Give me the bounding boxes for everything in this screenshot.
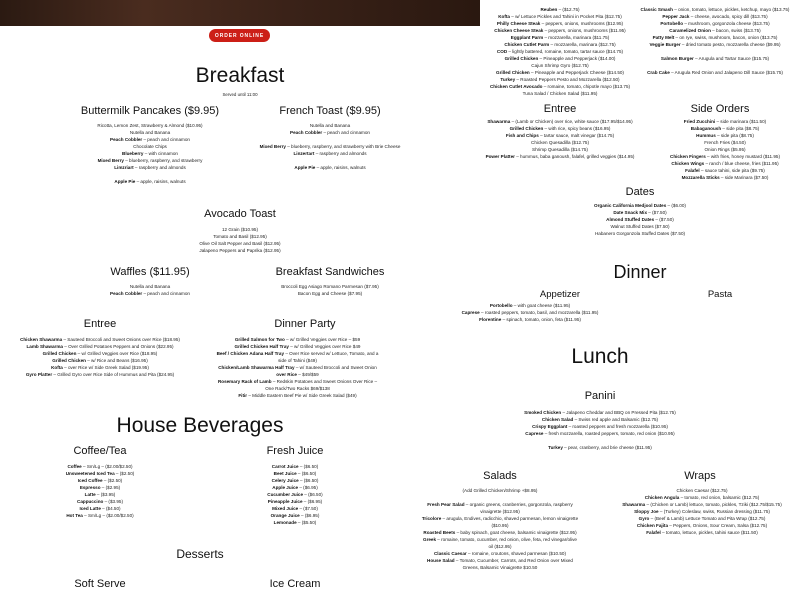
served-until-note: Served until 11:00 — [222, 92, 258, 97]
menu-line: Espresso – ($2.95) — [79, 485, 121, 490]
menu-line: Classic Caesar – romaine, croutons, shaved parmesan ($10.50) — [433, 551, 567, 556]
menu-line: Walnut Stuffed Dates ($7.50) — [610, 224, 670, 229]
menu-line: Nutella and Banana — [129, 130, 171, 135]
menu-line: vinaigrette ($12.95) — [480, 509, 520, 514]
menu-line: Chicken Wings – ranch / blue cheese, fries ($11.95) — [671, 161, 779, 166]
menu-line: Sloppy Joe – (Turkey) Coleslaw, swiss, Russian dressing ($11.75) — [634, 509, 770, 514]
menu-line — [620, 62, 800, 69]
menu-line: Patty Melt – on rye, swiss, mushroom, bacon, onion ($13.75) — [652, 35, 778, 40]
menu-line: Chicken Fingers – with fries, honey mustard ($11.95) — [670, 154, 780, 159]
heading-buttermilk-pancakes: Buttermilk Pancakes ($9.95) — [80, 105, 220, 117]
menu-line: Kofta – w/ Lettuce Pickles and Tahini in Pocket Pita ($12.75) — [498, 14, 622, 19]
section-title-house-beverages: House Beverages — [116, 414, 284, 437]
menu-line: Florentine – spinach, tomato, onion, feta ($11.95) — [479, 317, 581, 322]
menu-line: Almond Stuffed Dates – ($7.50) — [606, 217, 674, 222]
menu-line: Fish and Chips – tartar sauce, malt vinegar ($14.75) — [505, 133, 615, 138]
entree-mid-items — [475, 118, 645, 160]
entree-left-items — [5, 336, 195, 378]
hero-banner-image — [0, 0, 480, 26]
menu-line: Rosemary Rack of Lamb – Redskin Potatoes and Sweet Onions Over Rice – — [217, 379, 378, 384]
heading-ice-cream: Ice Cream — [269, 578, 321, 590]
menu-line: Bacon Egg and Cheese ($7.95) — [297, 291, 363, 296]
menu-line: Iced Latte – ($4.50) — [79, 506, 121, 511]
menu-line: Crispy Eggplant – roasted peppers and fresh mozzarella ($10.95) — [532, 424, 668, 429]
menu-line: Gyro Platter – Grilled Gyro over Rice Side of Hummus and Pita ($24.95) — [25, 372, 175, 377]
menu-line: Chicken Cutlet Avocado – romaine, tomato, chipotle mayo ($13.75) — [489, 84, 631, 89]
heading-wraps: Wraps — [684, 470, 716, 482]
menu-line: One Rack/Two Racks $69/$138 — [265, 386, 330, 391]
menu-line: Babaganoush – side pita ($8.75) — [690, 126, 760, 131]
heading-dates: Dates — [625, 186, 655, 198]
heading-appetizer: Appetizer — [539, 289, 581, 300]
menu-line: Tuna Salad / Chicken Salad ($11.95) — [522, 91, 598, 96]
heading-salads: Salads — [483, 470, 517, 482]
menu-line: Classic Smash – onion, tomato, lettuce, pickles, ketchup, mayo ($13.75) — [640, 7, 790, 12]
menu-line: Nutella and Banana — [129, 284, 171, 289]
menu-line: Beef / Chicken Adana Half Tray – Over Rice served w/ Lettuce, Tomato, and a — [216, 351, 379, 356]
menu-line: Tricolore – arugula, Endives, radicchio, shaved parmesan, lemon vinaigrette — [421, 516, 579, 521]
menu-line: Shawarma – (Lamb or Chicken) over rice, white sauce ($17.95/$14.95) — [487, 119, 633, 124]
menu-line: Eggplant Parm – mozzarella, marinara ($11.75) — [510, 35, 610, 40]
dates-items — [580, 202, 700, 237]
menu-line: Habanero Gorgonzola Stuffed Dates ($7.50) — [594, 231, 686, 236]
menu-line: Falafel – tomato, lettuce, pickles, tahini sauce ($11.50) — [646, 530, 758, 535]
breakfast-sandwiches-items — [255, 283, 405, 297]
menu-line: Peach Cobbler – peach and cinnamon — [110, 137, 190, 142]
heading-waffles: Waffles ($11.95) — [110, 266, 190, 278]
menu-line: Turkey – pear, cranberry, and brie cheese ($11.95) — [548, 445, 652, 450]
menu-line: Ricotta, Lemon Zest, Strawberry & Almond ($10.95) — [97, 123, 203, 128]
menu-line: Iced Coffee – ($2.50) — [77, 478, 123, 483]
menu-line: Apple Pie – apple, raisins, walnuts — [114, 179, 186, 184]
menu-line: Kofta – over Rice w/ Side Greek Salad ($19.95) — [51, 365, 149, 370]
heading-soft-serve: Soft Serve — [74, 578, 126, 590]
menu-line: Mixed Berry – blueberry, raspberry, and strawberry — [97, 158, 203, 163]
french-toast-items — [240, 122, 420, 171]
menu-line: Grilled Chicken Half Tray – w/ Grilled Veggies over Rice $49 — [234, 344, 361, 349]
menu-line: side of Tahini ($49) — [278, 358, 317, 363]
menu-line: Caprese – fresh mozzarella, roasted peppers, tomato, red onion ($10.95) — [525, 431, 675, 436]
order-online-button[interactable]: ORDER ONLINE — [209, 29, 270, 42]
menu-line: Greek – romaine, tomato, cucumber, red onion, olive, feta, red vinegar/olive — [423, 537, 577, 542]
menu-line: Lemonade – ($5.50) — [273, 520, 317, 525]
menu-line: Chicken Shawarma – Sauteed Broccoli and Sweet Onions over Rice ($18.95) — [20, 337, 180, 342]
menu-line: Limzriart – raspberry and almonds — [114, 165, 186, 170]
menu-line: Grilled Salmon for Two – w/ Grilled Veggies over Rice – $59 — [234, 337, 361, 342]
menu-line: Grilled Chicken – Pineapple and Pepperjack Cheese ($14.50) — [496, 70, 624, 75]
menu-line: House Salad – Tomato, Cucumber, Carrots, and Red Onion over Mixed — [427, 558, 573, 563]
menu-line: Caprese – roasted peppers, tomato, basil, and mozzarella ($11.95) — [461, 310, 599, 315]
menu-line: Grilled Chicken – w/ Rice and Beans ($16.95) — [52, 358, 148, 363]
menu-line: Chicken/Lamb Shawarma Half Tray – w/ Sauteed Broccoli and Sweet Onion — [218, 365, 377, 370]
menu-line: Grilled Chicken – w/ Grilled Veggies over Rice ($18.95) — [42, 351, 158, 356]
menu-line: Pineapple Juice – ($6.95) — [267, 499, 323, 504]
menu-line: Orange Juice – ($6.95) — [270, 513, 320, 518]
menu-line: Chocolate Chips — [133, 144, 167, 149]
section-title-dinner: Dinner — [613, 262, 667, 282]
menu-line: Hot Tea – Sm/Lg – ($2.00/$2.50) — [66, 513, 134, 518]
menu-line: ($10.95) — [491, 523, 509, 528]
menu-line: Fresh Pear Salad – organic greens, cranberries, gorgonzola, raspberry — [427, 502, 573, 507]
menu-line: Mixed Juice – ($7.50) — [272, 506, 318, 511]
menu-line: Smoked Chicken – Jalapeno Cheddar and BBQ on Pressed Pita ($12.75) — [524, 410, 676, 415]
menu-line: Greens, Balsamic Vinaigrette $10.50 — [462, 565, 538, 570]
menu-line: Onion Rings ($5.95) — [704, 147, 746, 152]
menu-line: Date Snack Mix – ($7.50) — [613, 210, 667, 215]
menu-line: Blueberry – with cinnamon — [122, 151, 178, 156]
heading-breakfast-sandwiches: Breakfast Sandwiches — [275, 266, 385, 278]
menu-line — [410, 494, 590, 501]
dinner-party-items — [200, 336, 395, 399]
menu-line: Beet Juice – ($6.50) — [273, 471, 317, 476]
menu-line: Shrimp Quesadilla ($14.75) — [532, 147, 588, 152]
menu-line: oil ($12.95) — [488, 544, 512, 549]
heading-fresh-juice: Fresh Juice — [266, 445, 324, 457]
menu-line: Cappuccino – ($3.95) — [77, 499, 123, 504]
heading-dinner-party: Dinner Party — [274, 318, 336, 330]
menu-line: Chicken Cheese Steak – peppers, onions, mushrooms ($11.95) — [494, 28, 626, 33]
menu-line: Fitir – Middle Eastern Beef Pie w/ Side Greek Salad ($49) — [238, 393, 357, 398]
menu-line: Gyro – (Beef & Lamb) Lettuce Tomato and Pita Wrap ($12.75) — [638, 516, 766, 521]
section-title-breakfast: Breakfast — [195, 64, 285, 87]
menu-line: Chicken Cutlet Parm – mozzarella, marinara ($12.75) — [504, 42, 616, 47]
menu-line: Portobello – with goat cheese ($11.95) — [489, 303, 571, 308]
buttermilk-items — [60, 122, 240, 185]
avocado-toast-items — [170, 226, 310, 254]
menu-line: Unsweetened Iced Tea – ($2.50) — [65, 471, 135, 476]
menu-line: Peach Cobbler – peach and cinnamon — [110, 291, 190, 296]
menu-line: Chicken Caesar ($12.75) — [676, 488, 728, 493]
heading-entree-mid: Entree — [543, 103, 577, 115]
menu-line: Pepper Jack – cheese, avocado, spicy dill ($13.75) — [662, 14, 768, 19]
menu-line: Fried Zucchini – side marinara ($11.50) — [683, 119, 767, 124]
menu-line: Nutella and Banana — [309, 123, 351, 128]
menu-line: Power Platter – hummus, baba ganoush, falafel, grilled veggies ($14.95) — [485, 154, 635, 159]
menu-line: Jalapeno Peppers and Paprika ($12.95) — [199, 248, 281, 253]
menu-line — [60, 171, 240, 178]
menu-line — [240, 136, 420, 143]
coffee-tea-items — [45, 463, 155, 519]
menu-line: Caramelized Onion – bacon, swiss ($13.75) — [669, 28, 761, 33]
wraps-items — [612, 487, 792, 536]
menu-line: Portobello – mushroom, gorgonzola cheese ($13.75) — [660, 21, 770, 26]
menu-line: Organic California Medjool Dates – ($6.00) — [594, 203, 686, 208]
menu-line: Broccoli Egg Asiago Romano Parmesan ($7.95) — [281, 284, 379, 289]
menu-line: Mixed Berry – blueberry, raspberry, and strawberry with Brie Cheese — [259, 144, 401, 149]
menu-line: Philly Cheese Steak – peppers, onions, mushrooms ($12.95) — [496, 21, 624, 26]
menu-line: Falafel – sauce tahini, side pita ($9.75) — [685, 168, 765, 173]
menu-line: Lamb Shawarma – Over Grilled Potatoes Peppers and Onions ($22.95) — [26, 344, 174, 349]
menu-line: Crab Cake – Arugula Red Onion and Jalapeno Dill Sauce ($15.75) — [647, 70, 783, 75]
menu-line: Roasted Beets – baby spinach, goat cheese, balsamic vinaigrette ($12.95) — [423, 530, 577, 535]
appetizer-items — [415, 302, 645, 323]
menu-line: over Rice – $49/$59 — [276, 372, 319, 377]
menu-line: Apple Pie – apple, raisins, walnuts — [294, 165, 366, 170]
fresh-juice-items — [245, 463, 345, 526]
menu-line: French Fries ($4.50) — [704, 140, 746, 145]
menu-line: Turkey – Roasted Peppers Pesto and Mozzarella ($12.50) — [500, 77, 620, 82]
menu-line: Tomato and Basil ($12.95) — [213, 234, 267, 239]
menu-line: Latte – ($3.95) — [84, 492, 116, 497]
menu-line: Olive Oil Salt Pepper and Basil ($12.95) — [199, 241, 281, 246]
side-orders-items — [660, 118, 790, 181]
heading-avocado-toast: Avocado Toast — [204, 208, 276, 220]
menu-line: Grilled Chicken – with rice, spicy beans ($16.95) — [509, 126, 611, 131]
menu-line: Coffee – Sm/Lg – ($2.00/$2.50) — [67, 464, 133, 469]
heading-side-orders: Side Orders — [690, 103, 750, 115]
menu-line: Linzertart – raspberry and almonds — [293, 151, 367, 156]
menu-line: Chicken Fajita – Peppers, Onions, Sour Cream, Salsa ($12.75) — [636, 523, 768, 528]
panini-items — [500, 409, 700, 451]
section-title-lunch: Lunch — [571, 345, 629, 368]
heading-french-toast: French Toast ($9.95) — [279, 105, 381, 117]
heading-panini: Panini — [584, 390, 616, 402]
menu-line: Mozzarella Sticks – side Marinara ($7.50) — [681, 175, 769, 180]
menu-line: Veggie Burger – dried tomato pesto, mozzarella cheese ($9.95) — [649, 42, 781, 47]
menu-line: Reuben – ($12.75) — [540, 7, 580, 12]
menu-line: Apple Juice – ($6.95) — [272, 485, 318, 490]
menu-line: Celery Juice – ($6.50) — [271, 478, 319, 483]
menu-line — [240, 157, 420, 164]
menu-line: (Add Grilled Chicken/Shrimp +$8.95) — [462, 488, 538, 493]
menu-line: Shawarma – (Chicken or Lamb) lettuce, tomato, pickles, Tziki ($12.75/$15.75) — [622, 502, 782, 507]
menu-line: 12 Grain ($10.95) — [221, 227, 258, 232]
menu-line: COD – lightly battered, romaine, tomato, tartar sauce ($14.75) — [496, 49, 624, 54]
menu-line: Chicken Quesadilla ($12.75) — [531, 140, 589, 145]
menu-line — [500, 437, 700, 444]
heading-entree-left: Entree — [83, 318, 117, 330]
menu-line: Hummus – side pita ($8.75) — [696, 133, 754, 138]
menu-line: Chicken Salad – Swiss red apple and Balsamic ($12.75) — [541, 417, 659, 422]
section-title-desserts: Desserts — [176, 547, 224, 561]
menu-line: Cajun Shrimp Gyro ($12.75) — [531, 63, 589, 68]
menu-line: Cucumber Juice – ($6.50) — [267, 492, 323, 497]
waffles-items — [80, 283, 220, 297]
burger-list-top — [620, 6, 800, 76]
menu-line — [620, 48, 800, 55]
menu-line: Salmon Burger – Arugula and Tartar Sauce ($15.75) — [660, 56, 770, 61]
heading-coffee-tea: Coffee/Tea — [73, 445, 127, 457]
menu-line: Grilled Chicken – Pineapple and Pepperjack ($14.00) — [504, 56, 616, 61]
menu-line: Peach Cobbler – peach and cinnamon — [290, 130, 370, 135]
menu-line: Chicken Angula – tomato, red onion, balsamic ($12.75) — [644, 495, 760, 500]
heading-pasta: Pasta — [707, 289, 733, 300]
menu-line: Carrot Juice – ($6.50) — [271, 464, 319, 469]
salads-items — [410, 487, 590, 571]
